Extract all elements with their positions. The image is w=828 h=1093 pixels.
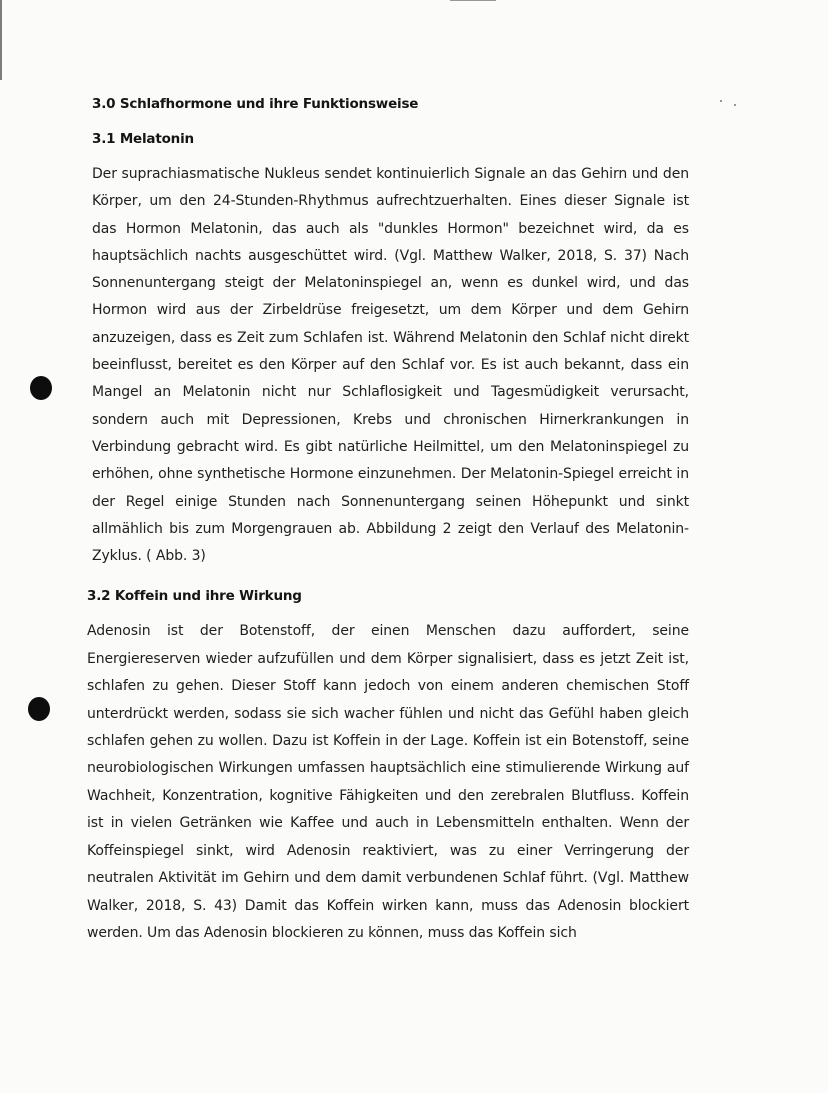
scan-edge-top bbox=[450, 0, 496, 1]
section-melatonin bbox=[87, 131, 689, 570]
scan-speck bbox=[734, 104, 736, 106]
paragraph-koffein: Adenosin ist der Botenstoff, der einen Menschen dazu auffordert, seine Energiereserven wieder aufzufüllen und dem Körper signalisiert, dass es jetzt Zeit ist, schlafen zu gehen. Dieser Stoff kann jedoch von einem anderen chemischen Stoff unterdrückt werden, sodass sie sich wacher fühlen und nicht das Gefühl haben gleich schlafen gehen zu wollen. Dazu ist Koffein in der Lage. Koffein ist ein Botenstoff, seine neurobiologischen Wirkungen umfassen hauptsächlich eine stimulierende Wirkung auf Wachheit, Konzentration, kognitive Fähigkeiten und den zerebralen Blutfluss. Koffein ist in vielen Getränken wie Kaffee und auch in Lebensmitteln enthalten. Wenn der Koffeinspiegel sinkt, wird Adenosin reaktiviert, was zu einer Verringerung der neutralen Aktivität im Gehirn und dem damit verbundenen Schlaf führt. (Vgl. Matthew Walker, 2018, S. 43) Damit das Koffein wirken kann, muss das Adenosin blockiert werden. Um das Adenosin blockieren zu können, muss das Koffein sich bbox=[87, 623, 689, 941]
section-heading-koffein: 3.2 Koffein und ihre Wirkung bbox=[87, 588, 302, 605]
punch-hole-bottom bbox=[28, 697, 50, 721]
paragraph-melatonin: Der suprachiasmatische Nukleus sendet kontinuierlich Signale an das Gehirn und den Körper, um den 24-Stunden-Rhythmus aufrechtzuerhalten. Eines dieser Signale ist das Hormon Melatonin, das auch als "dunkles Hormon" bezeichnet wird, da es hauptsächlich nachts ausgeschüttet wird. (Vgl. Matthew Walker, 2018, S. 37) Nach Sonnenuntergang steigt der Melatoninspiegel an, wenn es dunkel wird, und das Hormon wird aus der Zirbeldrüse freigesetzt, um dem Körper und dem Gehirn anzuzeigen, dass es Zeit zum Schlafen ist. Während Melatonin den Schlaf nicht direkt beeinflusst, bereitet es den Körper auf den Schlaf vor. Es ist auch bekannt, dass ein Mangel an Melatonin nicht nur Schlaflosigkeit und Tagesmüdigkeit verursacht, sondern auch mit Depressionen, Krebs und chronischen Hirnerkrankungen in Verbindung gebracht wird. Es gibt natürliche Heilmittel, um den Melatoninspiegel zu erhöhen, ohne synthetische Hormone einzunehmen. Der Melatonin-Spiegel erreicht in der Regel einige Stunden nach Sonnenuntergang seinen Höhepunkt und sinkt allmählich bis zum Morgengrauen ab. Abbildung 2 zeigt den Verlauf des Melatonin-Zyklus. ( Abb. 3) bbox=[92, 166, 689, 565]
chapter-heading: 3.0 Schlafhormone und ihre Funktionsweise bbox=[92, 96, 419, 112]
scan-edge-left bbox=[0, 0, 2, 80]
section-heading-melatonin: 3.1 Melatonin bbox=[92, 131, 194, 147]
punch-hole-top bbox=[30, 376, 52, 400]
document-body bbox=[87, 96, 689, 947]
section-koffein bbox=[87, 588, 689, 947]
scan-speck bbox=[720, 100, 722, 102]
